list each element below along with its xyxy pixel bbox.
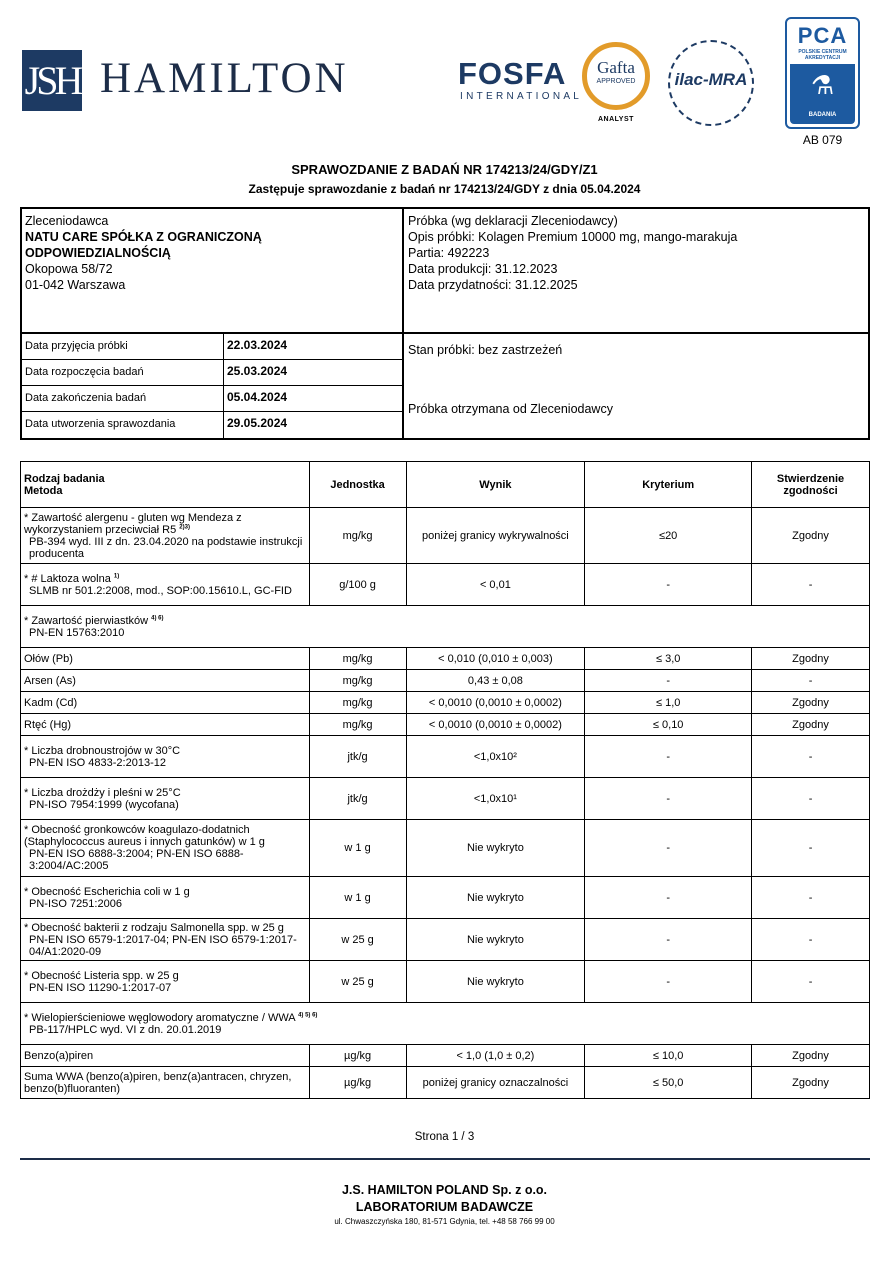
criterion-cell: -	[585, 961, 752, 1003]
table-row	[21, 714, 870, 736]
fosfa-logo-sub: INTERNATIONAL	[460, 91, 583, 102]
result-cell: <1,0x10²	[406, 736, 585, 778]
row-method: PN-ISO 7251:2006	[29, 897, 122, 910]
compliance-cell: Zgodny	[752, 648, 870, 670]
test-cell	[21, 670, 310, 692]
compliance-cell: -	[752, 877, 870, 919]
footer-lab: LABORATORIUM BADAWCZE	[355, 1200, 534, 1214]
table-row	[21, 648, 870, 670]
group-cell	[21, 606, 870, 648]
criterion-cell: -	[585, 820, 752, 877]
footer-address: ul. Chwaszczyńska 180, 81-571 Gdynia, tel. +48 58 766 99 00	[334, 1217, 555, 1226]
compliance-cell: -	[752, 778, 870, 820]
criterion-cell: -	[585, 877, 752, 919]
row-test-name: Kadm (Cd)	[24, 696, 78, 709]
row-method: PN-ISO 7954:1999 (wycofana)	[29, 798, 179, 811]
result-cell: Nie wykryto	[406, 961, 585, 1003]
row-test-name: * Liczba drobnoustrojów w 30°C	[24, 744, 181, 757]
test-cell	[21, 961, 310, 1003]
criterion-cell: ≤20	[585, 508, 752, 564]
table-row	[21, 778, 870, 820]
unit-cell: mg/kg	[309, 648, 406, 670]
row-method: PN-EN ISO 11290-1:2017-07	[29, 981, 172, 994]
header-compliance	[752, 462, 870, 508]
flask-icon: ⚗	[810, 70, 835, 100]
result-cell: < 1,0 (1,0 ± 0,2)	[406, 1045, 585, 1067]
criterion-cell: ≤ 10,0	[585, 1045, 752, 1067]
test-cell	[21, 736, 310, 778]
test-cell	[21, 919, 310, 961]
row-test-name: * Obecność bakterii z rodzaju Salmonella spp. w 25 g	[24, 921, 284, 934]
unit-cell: mg/kg	[309, 670, 406, 692]
date-row	[22, 334, 402, 360]
table-header-row	[21, 462, 870, 508]
date-row	[22, 386, 402, 412]
gafta-analyst: ANALYST	[598, 116, 634, 123]
test-cell	[21, 648, 310, 670]
report-subtitle: Zastępuje sprawozdanie z badań nr 174213/24/GDY z dnia 05.04.2024	[248, 182, 641, 196]
unit-cell: w 1 g	[309, 820, 406, 877]
unit-cell: g/100 g	[309, 564, 406, 606]
row-test-name: Ołów (Pb)	[24, 652, 73, 665]
pca-logo-text: PCA	[797, 23, 848, 48]
test-cell	[21, 820, 310, 877]
date-value: 22.03.2024	[227, 338, 288, 352]
header-test-method	[21, 462, 310, 508]
criterion-cell: ≤ 0,10	[585, 714, 752, 736]
result-cell: < 0,010 (0,010 ± 0,003)	[406, 648, 585, 670]
pca-sub2: AKREDYTACJI	[804, 55, 841, 61]
accreditation-number: AB 079	[802, 133, 843, 147]
row-method: SLMB nr 501.2:2008, mod., SOP:00.15610.L, GC-FID	[29, 584, 292, 597]
row-test-name: * Obecność Escherichia coli w 1 g	[24, 885, 190, 898]
header-compliance-1: Stwierdzenie	[776, 472, 845, 485]
date-row	[22, 412, 402, 437]
row-footnote-ref: 4) 5) 6)	[298, 1011, 318, 1018]
row-test-name: * Obecność gronkowców koagulazo-dodatnich (Staphylococcus aureus i innych gatunków) w 1 g	[24, 824, 265, 848]
pca-logo	[785, 17, 860, 129]
header-test: Rodzaj badania	[24, 472, 105, 485]
pca-badania: BADANIA	[808, 112, 837, 118]
row-method: PN-EN ISO 6888-3:2004; PN-EN ISO 6888-3:2004/AC:2005	[29, 848, 244, 872]
result-cell: < 0,01	[406, 564, 585, 606]
pca-badge	[790, 64, 855, 124]
date-row	[22, 360, 402, 386]
result-cell: Nie wykryto	[406, 877, 585, 919]
criterion-cell: ≤ 3,0	[585, 648, 752, 670]
compliance-cell: -	[752, 736, 870, 778]
test-cell	[21, 877, 310, 919]
test-cell	[21, 692, 310, 714]
test-cell	[21, 714, 310, 736]
result-cell: poniżej granicy wykrywalności	[406, 508, 585, 564]
header-result: Wynik	[406, 462, 585, 508]
row-method: PN-EN ISO 6579-1:2017-04; PN-EN ISO 6579-1:2017-04/A1:2020-09	[29, 933, 297, 958]
row-method: PN-EN 15763:2010	[29, 626, 125, 639]
criterion-cell: -	[585, 736, 752, 778]
sample-state-box	[402, 332, 870, 440]
footer-divider	[20, 1158, 870, 1160]
unit-cell: jtk/g	[309, 778, 406, 820]
fosfa-logo: FOSFA	[458, 56, 567, 91]
date-label: Data przyjęcia próbki	[25, 340, 128, 352]
test-cell	[21, 1045, 310, 1067]
ilac-mra-text: ilac-MRA	[674, 70, 748, 89]
row-method: PB-117/HPLC wyd. VI z dn. 20.01.2019	[29, 1023, 222, 1036]
table-row	[21, 1067, 870, 1099]
row-method: PN-EN ISO 4833-2:2013-12	[29, 756, 166, 769]
header-compliance-2: zgodności	[783, 484, 838, 497]
table-row	[21, 1045, 870, 1067]
result-cell: <1,0x10¹	[406, 778, 585, 820]
client-city: 01-042 Warszawa	[25, 278, 126, 292]
unit-cell: mg/kg	[309, 714, 406, 736]
unit-cell: w 25 g	[309, 919, 406, 961]
client-name-1: NATU CARE SPÓŁKA Z OGRANICZONĄ	[25, 230, 262, 244]
row-test-name: Benzo(a)piren	[24, 1049, 94, 1062]
table-row	[21, 877, 870, 919]
result-cell: < 0,0010 (0,0010 ± 0,0002)	[406, 714, 585, 736]
unit-cell: µg/kg	[309, 1067, 406, 1099]
table-row	[21, 961, 870, 1003]
unit-cell: mg/kg	[309, 692, 406, 714]
client-name-2: ODPOWIEDZIALNOŚCIĄ	[25, 246, 171, 260]
row-footnote-ref: 4) 6)	[151, 614, 164, 621]
dates-box	[20, 332, 404, 440]
compliance-cell: -	[752, 919, 870, 961]
report-title: SPRAWOZDANIE Z BADAŃ NR 174213/24/GDY/Z1	[291, 162, 598, 177]
criterion-cell: -	[585, 919, 752, 961]
sample-label: Próbka (wg deklaracji Zleceniodawcy)	[408, 214, 618, 228]
results-table	[20, 461, 870, 1099]
test-cell	[21, 778, 310, 820]
result-cell: Nie wykryto	[406, 919, 585, 961]
unit-cell: w 25 g	[309, 961, 406, 1003]
result-cell: poniżej granicy oznaczalności	[406, 1067, 585, 1099]
compliance-cell: -	[752, 961, 870, 1003]
header-method: Metoda	[24, 484, 63, 497]
page-number: Strona 1 / 3	[414, 1131, 475, 1143]
row-footnote-ref: 2)3)	[179, 523, 190, 530]
row-footnote-ref: 1)	[113, 572, 120, 579]
hamilton-logo-mark: JSH	[22, 50, 82, 111]
compliance-cell: -	[752, 670, 870, 692]
unit-cell: w 1 g	[309, 877, 406, 919]
gafta-approved: APPROVED	[596, 78, 636, 85]
sample-box	[402, 207, 870, 334]
unit-cell: µg/kg	[309, 1045, 406, 1067]
sample-state: Stan próbki: bez zastrzeżeń	[408, 343, 563, 357]
table-row	[21, 606, 870, 648]
footer-company: J.S. HAMILTON POLAND Sp. z o.o.	[341, 1183, 548, 1197]
header-criterion: Kryterium	[585, 462, 752, 508]
client-box	[20, 207, 404, 334]
unit-cell: mg/kg	[309, 508, 406, 564]
client-street: Okopowa 58/72	[25, 262, 113, 276]
date-label: Data rozpoczęcia badań	[25, 366, 144, 378]
row-test-name: * Zawartość alergenu - gluten wg Mendeza z wykorzystaniem przeciwciał R5	[24, 511, 242, 536]
client-label: Zleceniodawca	[25, 214, 109, 228]
row-test-name: * Wielopierścieniowe węglowodory aromatyczne / WWA	[24, 1011, 296, 1024]
criterion-cell: -	[585, 564, 752, 606]
group-cell	[21, 1003, 870, 1045]
test-cell	[21, 564, 310, 606]
criterion-cell: -	[585, 778, 752, 820]
result-cell: < 0,0010 (0,0010 ± 0,0002)	[406, 692, 585, 714]
date-value: 25.03.2024	[227, 364, 288, 378]
row-test-name: Suma WWA (benzo(a)piren, benz(a)antracen, chryzen, benzo(b)fluoranten)	[24, 1070, 292, 1095]
criterion-cell: ≤ 50,0	[585, 1067, 752, 1099]
row-test-name: Arsen (As)	[24, 674, 76, 687]
test-cell	[21, 1067, 310, 1099]
criterion-cell: ≤ 1,0	[585, 692, 752, 714]
gafta-logo-text: Gafta	[597, 58, 635, 77]
row-test-name: * Zawartość pierwiastków	[24, 614, 149, 627]
table-row	[21, 564, 870, 606]
result-cell: Nie wykryto	[406, 820, 585, 877]
pca-sub1: POLSKIE CENTRUM	[798, 49, 847, 55]
compliance-cell: Zgodny	[752, 692, 870, 714]
date-label: Data utworzenia sprawozdania	[25, 418, 176, 430]
table-row	[21, 1003, 870, 1045]
gafta-logo	[582, 42, 650, 110]
table-row	[21, 736, 870, 778]
result-cell: 0,43 ± 0,08	[406, 670, 585, 692]
hamilton-logo-text: HAMILTON	[100, 55, 349, 102]
compliance-cell: -	[752, 564, 870, 606]
sample-expiry-date: Data przydatności: 31.12.2025	[408, 278, 578, 292]
table-row	[21, 820, 870, 877]
compliance-cell: Zgodny	[752, 1045, 870, 1067]
table-row	[21, 919, 870, 961]
table-row	[21, 508, 870, 564]
date-value: 05.04.2024	[227, 390, 288, 404]
ilac-mra-logo	[668, 40, 754, 126]
test-cell	[21, 508, 310, 564]
row-test-name: Rtęć (Hg)	[24, 718, 72, 731]
compliance-cell: Zgodny	[752, 1067, 870, 1099]
table-row	[21, 692, 870, 714]
compliance-cell: Zgodny	[752, 508, 870, 564]
sample-batch: Partia: 492223	[408, 246, 490, 260]
compliance-cell: -	[752, 820, 870, 877]
criterion-cell: -	[585, 670, 752, 692]
row-test-name: * Obecność Listeria spp. w 25 g	[24, 969, 179, 982]
row-method: PB-394 wyd. III z dn. 23.04.2020 na podstawie instrukcji producenta	[29, 535, 303, 560]
header-unit: Jednostka	[309, 462, 406, 508]
row-test-name: * Liczba drożdży i pleśni w 25°C	[24, 786, 181, 799]
sample-production-date: Data produkcji: 31.12.2023	[408, 262, 558, 276]
date-label: Data zakończenia badań	[25, 392, 147, 404]
compliance-cell: Zgodny	[752, 714, 870, 736]
sample-description: Opis próbki: Kolagen Premium 10000 mg, mango-marakuja	[408, 230, 738, 244]
table-row	[21, 670, 870, 692]
date-value: 29.05.2024	[227, 416, 288, 430]
sample-received: Próbka otrzymana od Zleceniodawcy	[408, 402, 613, 416]
row-test-name: * # Laktoza wolna	[24, 572, 111, 585]
unit-cell: jtk/g	[309, 736, 406, 778]
